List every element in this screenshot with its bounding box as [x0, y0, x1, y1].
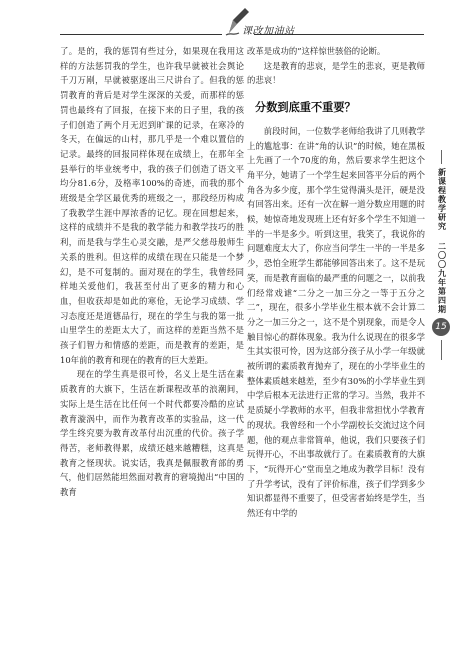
header-title: 课改加油站	[242, 26, 295, 37]
page-number: 15	[432, 318, 450, 336]
paragraph: 了。是的，我的惩罚有些过分，如果现在我用这样的方法惩罚我的学生，也许我早就被社会舆论千刀万剐，早就被驱逐出三尺讲台了。但我的惩罚教育的背后是对学生深深的关爱，而那样的惩罚也最终有了回报，在接下来的日子里，我的孩子们创造了两个月无迟到旷课的记录，在寒冷的冬天，在偏远的山村，那几乎是一个难以置信的记录。最终的回报同样体现在成绩上，在那年全县举行的毕业统考中，我的孩子们创造了语文平均分81.6分，及格率100%的奇迹，而我的那个班级是全学区最优秀的班级之一，那段经历构成了我教学生涯中厚浓香的记忆。现在回想起来，这样的成绩并不是我的教学能力和教学技巧的胜利，而是我与学生心灵交融，是严父慈母般师生关系的胜利。但这样的成绩在现在只能是一个梦幻，是不可复制的。面对现在的学生，我曾经同样地关爱他们，我甚至付出了更多的精力和心血，但收获却是如此的寒伧，无论学习成绩、学习态度还是道德品行，现在的学生与我的第一批山里学生的差距太大了，而这样的差距当然不是孩子们智力和情感的差距，而是教育的差距，是10年前的教育和现在的教育的巨大差距。	[60, 46, 244, 365]
left-column	[60, 44, 244, 500]
right-column	[247, 44, 425, 521]
header-rule-left	[60, 34, 222, 35]
section-heading: 分数到底重不重要？	[255, 101, 356, 115]
paragraph: 前段时间，一位数学老师给我讲了几则教学上的尴尬事：在讲“角的认识”的时候，她在黑板上先画了一个70度的角，然后要求学生把这个角平分，她请了一个学生起来回答平分后的两个角各为多少度，那个学生觉得满头是汗，硬是没有回答出来。还有一次在解一道分数应用题的时候，她惊奇地发现班上还有好多个学生不知道一半的一半是多少。听到这里，我笑了，我说你的问题难度太大了，你应当问学生一半的一半是多少，恐怕全班学生都能够回答出来了。这不是玩笑，而是教育面临的最严重的问题之一，以前我们经常戏谑“二分之一加三分之一等于五分之二”，现在，很多小学毕业生根本就不会计算二分之一加三分之一，这不是个别现象，而是令人触目惊心的群体现象。我为什么说现在的很多学生其实很可怜，因为这部分孩子从小学一年级就被所谓的素质教育抛弃了，现在的小学毕业生的整体素质越来越差，至少有30%的小学毕业生到中学后根本无法进行正常的学习。当然，我并不是质疑小学教师的水平，但我非常担忧小学教育的现状。我曾经和一个小学副校长交流过这个问题，他的观点非常简单，他说，我们只要孩子们玩得开心，不出事故就行了。在素质教育的大旗下，“玩得开心”堂而皇之地成为教学目标！没有了升学考试，没有了评价标准，孩子们学到多少知识都显得不重要了，但受害者始终是学生，当然还有中学的	[247, 125, 425, 519]
paragraph: 改革是成功的”这样惊世骇俗的论断。	[247, 46, 386, 56]
paragraph: 这是教育的悲哀，是学生的悲哀，更是教师的悲哀！	[247, 60, 425, 86]
sidebar-divider	[441, 150, 442, 164]
paragraph: 现在的学生真是很可怜，名义上是生活在素质教育的大旗下，生活在新课程改革的浪潮间，实际上是生活在比任何一个时代都要冷酷的应试教育漩涡中，而作为教育改革的实验品，这一代学生终究要为教育改革付出沉重的代价。孩子学得苦，老师教得累，成绩还越来越糟糕，这真是教育之怪现状。说实话，我真是佩服教育部的勇气，他们居然能坦然面对教育的窘境抛出“中国的教育	[60, 369, 244, 498]
sidebar-divider	[441, 340, 442, 360]
issue-label: 二〇〇九年 第四期	[438, 242, 446, 314]
journal-label: 新课程教学研究	[438, 168, 446, 231]
